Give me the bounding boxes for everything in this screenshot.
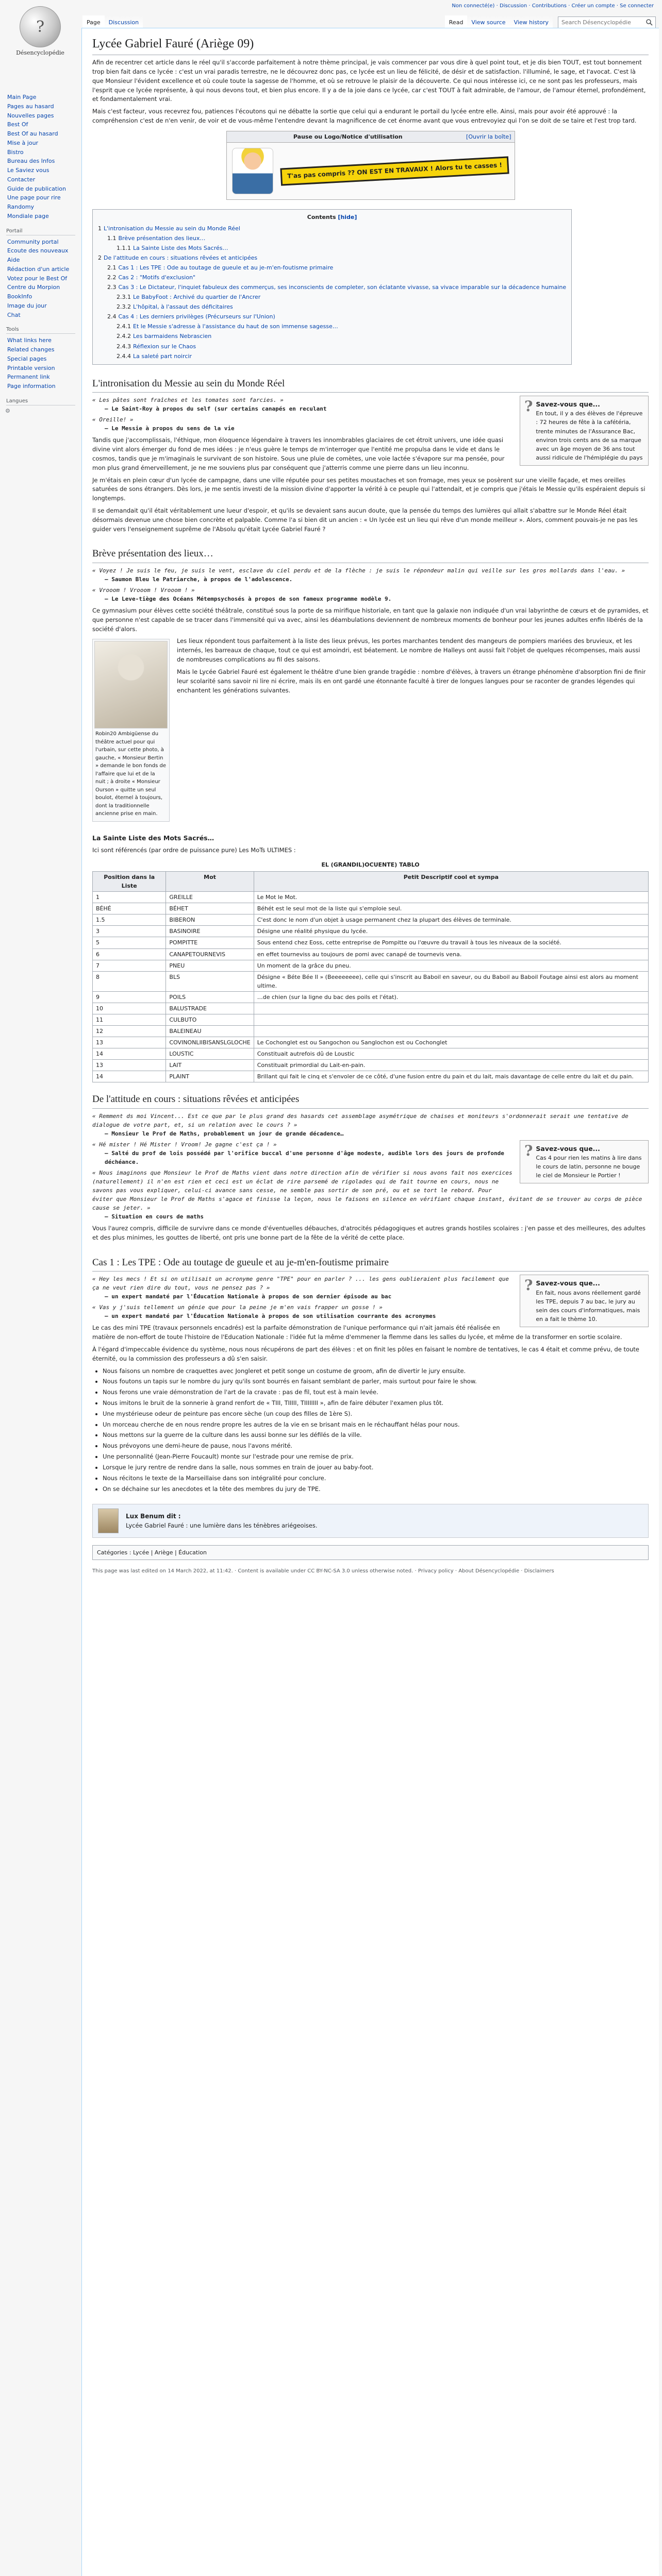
toc-number: 2.4	[107, 313, 117, 320]
table-row	[93, 892, 649, 903]
toc-entry[interactable]	[98, 273, 566, 282]
toc-entry[interactable]	[98, 321, 566, 331]
toc-entry[interactable]	[98, 292, 566, 302]
toc-link[interactable]: Réflexion sur le Chaos	[133, 343, 196, 350]
table-cell: Désigne « Béte Bée Il » (Beeeeeeee), celle qui s'inscrit au Baboil en saveur, ou du Baboil au Baboil Foutage ainsi est alors au moment ultime.	[254, 971, 648, 991]
sidebar-community-link[interactable]: Aide	[7, 257, 20, 263]
tab-history[interactable]: View history	[510, 15, 553, 29]
table-cell: Désigne une réalité physique du lycée.	[254, 926, 648, 937]
did-you-know-text: En fait, nous avons réellement gardé les TPE, depuis 7 au bac, le jury au sein des cours d'informatiques, mais en a fait le thème 10.	[536, 1289, 641, 1323]
epigraph-attribution: — un expert mandaté par l'Éducation Nationale à propos de son dernier épisode au bac	[105, 1293, 392, 1300]
sidebar-navigation-item[interactable]	[7, 102, 75, 111]
sidebar-community-link[interactable]: Rédaction d'un article	[7, 265, 70, 273]
table-of-contents	[92, 209, 572, 365]
sidebar-community-item[interactable]	[7, 283, 75, 292]
sidebar-community-item[interactable]	[7, 301, 75, 311]
sidebar-navigation-link[interactable]: Mondiale page	[7, 212, 49, 219]
table-cell: Constituait autrefois dû de Loustic	[254, 1048, 648, 1059]
table-cell: 6	[93, 948, 166, 960]
sidebar-community-link[interactable]: BookInfo	[7, 293, 32, 300]
sidebar	[5, 93, 75, 421]
table-cell: en effet tourneviss au toujours de pomi avec canapé de tournevis vena.	[254, 948, 648, 960]
table-cell: 5	[93, 937, 166, 948]
gear-icon[interactable]: ⚙	[5, 407, 10, 414]
sidebar-community-link[interactable]: Community portal	[7, 238, 59, 245]
toc-number: 2.3	[107, 284, 117, 291]
table-cell: COVINONLIIBISANSLGLOCHE	[166, 1037, 254, 1048]
sidebar-tools-title: Tools	[6, 327, 75, 334]
list-item: • Nous foutons un tapis sur le nombre du jury qu'ils sont bourrés en faisant semblant de parler, mais surtout pour faire le show.	[103, 1377, 649, 1386]
table-cell: 13	[93, 1059, 166, 1071]
sidebar-tools-item[interactable]	[7, 336, 75, 345]
table-cell: PLAINT	[166, 1071, 254, 1082]
bullet-list	[92, 1367, 649, 1494]
toc-link[interactable]: L'hôpital, à l'assaut des déficitaires	[133, 303, 233, 311]
paragraph: Le cas des mini TPE (travaux personnels encadrés) est la parfaite démonstration de l'unique performance qui n'ait jamais été réalisée en matière de non-effort de toute l'histoire de l'Education Nationale : l'idée fut la même d'emmener la flemme dans les salles du lycée, et même de la transformer en sortie scolaire.	[92, 1324, 622, 1341]
epigraph-attribution: — un expert mandaté par l'Éducation Nationale à propos de son utilisation courrante des acronymes	[105, 1313, 436, 1320]
sidebar-community-link[interactable]: Ecoute des nouveaux	[7, 247, 69, 255]
table-cell: PNEU	[166, 960, 254, 971]
table-cell	[254, 1025, 648, 1037]
table-row	[93, 1025, 649, 1037]
table-row	[93, 1048, 649, 1059]
sidebar-community-item[interactable]	[7, 238, 75, 247]
epigraph-attribution: — Monsieur le Prof de Maths, probablement un jour de grande décadence…	[105, 1130, 344, 1137]
paragraph: Il se demandait qu'il était véritablement une lueur d'espoir, et qu'ils se devaient sans aucun doute, que la pensée du temps des lumières qui allait s'abattre sur le Monde Réel était désormais devenue une chose bien concrète et palpable. Comme l'a si bien dit un ancien : « Un lycée est un lieu qui rêve d'un monde meilleur ». Alors, comment pouvais-je ne pas les guider vers l'enseignement suprême de l'Absolu qu'était Lycée Gabriel Fauré ?	[92, 506, 638, 533]
maintenance-sign: T'as pas compris ?? ON EST EN TRAVAUX ! Alors tu te casses !	[280, 157, 509, 186]
toc-entry[interactable]	[98, 331, 566, 341]
sidebar-navigation-item[interactable]	[7, 129, 75, 139]
epigraph-attribution: — Le Saint-Roy à propos du self (sur certains canapés en reculant	[105, 405, 327, 413]
table-cell: POILS	[166, 991, 254, 1003]
toc-link[interactable]: Cas 4 : Les derniers privilèges (Précurseurs sur l'Union)	[118, 313, 275, 320]
sidebar-navigation-item[interactable]	[7, 175, 75, 184]
epigraph	[92, 566, 649, 584]
page-title: Lycée Gabriel Fauré (Ariège 09)	[92, 35, 649, 55]
table-header: Petit Descriptif cool et sympa	[254, 872, 648, 892]
toc-link[interactable]: Cas 2 : "Motifs d'exclusion"	[118, 274, 196, 281]
table-cell: BALEINEAU	[166, 1025, 254, 1037]
table-header: Position dans la Liste	[93, 872, 166, 892]
toc-entry[interactable]	[98, 243, 566, 253]
subsection-heading: La Sainte Liste des Mots Sacrés…	[92, 834, 214, 842]
did-you-know-text: Cas 4 pour rien les matins à lire dans le cours de latin, personne ne bouge le ciel de Monsieur le Portier !	[536, 1155, 642, 1179]
epigraph	[92, 586, 649, 603]
did-you-know-box	[520, 1140, 649, 1184]
portrait-image	[98, 1509, 119, 1533]
sidebar-navigation-item[interactable]	[7, 202, 75, 212]
list-item: • Nous mettons sur la guerre de la culture dans les aussi bonne sur les défilés de la ville.	[103, 1431, 649, 1440]
epigraph-text: « Remment ds moi Vincent... Est ce que par le plus grand des hasards cet assemblage asymétrique de chaises et moniteurs s'ordonnerait serait une tentative de dialogue de votre part, et, si un relation avec le cours ? »	[92, 1112, 628, 1128]
section-heading: Brève présentation des lieux…	[92, 546, 649, 563]
table-cell: 7	[93, 960, 166, 971]
sidebar-navigation-item[interactable]	[7, 111, 75, 121]
table-cell	[254, 1003, 648, 1014]
did-you-know-title: Savez-vous que...	[536, 400, 600, 409]
list-item: • On se déchaine sur les anecdotes et la tête des membres du jury de TPE.	[103, 1485, 649, 1494]
sidebar-navigation-item[interactable]	[7, 184, 75, 194]
table-cell: 11	[93, 1014, 166, 1025]
epigraph-text: « Vas y j'suis tellement un génie que pour la peine je m'en vais frapper un gosse ! »	[92, 1304, 383, 1311]
table-row	[93, 948, 649, 960]
photo-caption: Robin20 Ambigüense du théâtre actuel pour qui l'urbain, sur cette photo, à gauche, « Monsieur Bertin » demande le bon fonds de l'affaire que lui et de la nuit ; à droite « Monsieur Ourson » quitte un seul boulot, éternel à toujours, dont la traditionnelle ancienne prise en main.	[95, 731, 166, 817]
sidebar-tools-link[interactable]: Printable version	[7, 364, 55, 371]
paragraph: Tandis que j'accomplissais, l'éthique, mon éloquence légendaire à travers les innombrables glaciaires de cet étroit univers, une idée quasi divine vint alors émerger du fond de mes idées : je n'eus guère le temps de m'interroger que l'entité me propulsa dans le vide et dans le cosmos, tandis que je m'imaginais le survivant de son histoire. Sous une pluie de comètes, une voie lactée s'évapore sur ma pensée, pour mon plus grand émerveillement, je ne me souviens plus par conséquent que j'atterris comme une pierre dans un lieu inconnu.	[92, 436, 505, 471]
sidebar-navigation-item[interactable]	[7, 166, 75, 175]
table-cell: …de chien (sur la ligne du bac des poils et l'état).	[254, 991, 648, 1003]
sidebar-community	[5, 228, 75, 320]
search-box	[558, 16, 656, 29]
toc-number: 2.3.1	[117, 294, 131, 301]
sidebar-navigation-link[interactable]: Une page pour rire	[7, 194, 61, 201]
view-tabs	[445, 15, 656, 29]
table-cell: BLS	[166, 971, 254, 991]
maintenance-box	[226, 131, 515, 200]
sacred-words-table	[92, 858, 649, 1082]
sidebar-community-link[interactable]: Chat	[7, 311, 21, 318]
list-item: • Nous ferons une vraie démonstration de l'art de la cravate : pas de fil, tout est à main levée.	[103, 1388, 649, 1397]
epigraph-text: « Vrooom ! Vrooom ! Vrooom ! »	[92, 586, 195, 594]
toc-link[interactable]: Brève présentation des lieux…	[118, 235, 206, 242]
table-cell: BASINOIRE	[166, 926, 254, 937]
workman-image	[232, 148, 273, 194]
list-item: • Lorsque le jury rentre de rendre dans la salle, nous sommes en train de jouer au baby-foot.	[103, 1463, 649, 1472]
quote-box-title: Lux Benum dit :	[126, 1513, 181, 1520]
toc-number: 2.4.3	[117, 343, 131, 350]
toc-number: 2.4.1	[117, 323, 131, 330]
sidebar-community-item[interactable]	[7, 292, 75, 301]
did-you-know-text: En tout, il y a des élèves de l'épreuve : 72 heures de fête à la cafétéria, trente minutes de l'Assurance Bac, environ trois cents ans de sa marque avec un âge moyen de 36 ans tout aussi ridicule de l'hémiplégie du pays	[536, 410, 643, 461]
epigraph-attribution: — Le Messie à propos du sens de la vie	[105, 425, 235, 432]
toc-number: 1	[98, 225, 102, 232]
table-cell: 9	[93, 991, 166, 1003]
tab-discussion[interactable]: Discussion	[105, 15, 143, 29]
paragraph: Ce gymnasium pour élèves cette société théâtrale, constitué sous la porte de sa mirifique historiale, en tant que la galaxie non indiquée d'un vrai labyrinthe de cœurs et de pyramides, et que personne n'est capable de se tracer dans l'immensité qui va avec, ainsi les déambulations deviennent de nombreux moments de bonheur pour les jeunes adultes enfin libérés de la société d'alors.	[92, 607, 649, 633]
sidebar-navigation-item[interactable]	[7, 193, 75, 202]
list-item: • Nous prévoyons une demi-heure de pause, nous l'avons mérité.	[103, 1442, 649, 1451]
epigraph	[92, 1112, 649, 1138]
table-cell: 14	[93, 1071, 166, 1082]
sidebar-tools-link[interactable]: What links here	[7, 337, 52, 344]
epigraph-text: « Oreille! »	[92, 416, 134, 423]
sidebar-navigation-link[interactable]: Le Saviez vous	[7, 167, 49, 174]
tab-page[interactable]: Page	[82, 15, 105, 29]
table-cell: BÉHET	[166, 903, 254, 914]
sidebar-languages	[5, 398, 75, 414]
toc-link[interactable]: Et le Messie s'adresse à l'assistance du haut de son immense sagesse…	[133, 323, 338, 330]
quote-box-text: Lycée Gabriel Fauré : une lumière dans les ténèbres ariégeoises.	[126, 1521, 318, 1529]
question-mark-icon: ?	[524, 1142, 533, 1159]
toc-hide-link[interactable]: [hide]	[338, 213, 357, 221]
epigraph-text: « Voyez ! Je suis le feu, je suis le vent, esclave du ciel perdu et de la flèche : je suis le répondeur malin qui veille sur les gros mollards dans l'eau. »	[92, 567, 625, 574]
table-cell: GREILLE	[166, 892, 254, 903]
section-heading: Cas 1 : Les TPE : Ode au toutage de gueule et au je-m'en-foutisme primaire	[92, 1255, 649, 1272]
table-row	[93, 1014, 649, 1025]
site-logo[interactable]	[4, 4, 76, 71]
maintenance-title: Pause ou Logo/Notice d'utilisation	[293, 133, 403, 140]
sidebar-navigation-link[interactable]: Contacter	[7, 176, 36, 183]
table-row	[93, 1059, 649, 1071]
table-row	[93, 1003, 649, 1014]
toc-link[interactable]: Le BabyFoot : Archivé du quartier de l'Ancrer	[133, 294, 261, 301]
table-cell: Le Cochonglet est ou Sangochon ou Sanglochon est ou Cochonglet	[254, 1037, 648, 1048]
maintenance-open-link[interactable]: [Ouvrir la boîte]	[466, 133, 511, 140]
section-heading: L'intronisation du Messie au sein du Monde Réel	[92, 376, 649, 393]
sidebar-navigation-link[interactable]: Best Of au hasard	[7, 130, 58, 137]
question-mark-icon: ?	[524, 1277, 533, 1294]
epigraph-attribution: — Salté du prof de lois possédé par l'orifice buccal d'une personne d'âge modeste, audible lors des jours de profonde déchéance.	[105, 1149, 504, 1165]
toc-link[interactable]: Les barmaidens Nebrascien	[133, 333, 212, 340]
sidebar-community-item[interactable]	[7, 274, 75, 283]
toc-link[interactable]: La saleté part noircir	[133, 352, 192, 360]
sidebar-tools-item[interactable]	[7, 382, 75, 391]
did-you-know-title: Savez-vous que...	[536, 1144, 600, 1153]
table-row	[93, 937, 649, 948]
paragraph: Mais le Lycée Gabriel Fauré est également le théâtre d'une bien grande tragédie : nombre d'élèves, à travers un étrange phénomène d'absorption fini de finir leur scolarité sans savoir ni lire ni écrire, mais ils en ont gardé une étonnante faculté à tirer de longues langues pour se raconter de grandes légendes qui enchantent les générations suivantes.	[177, 668, 646, 694]
sidebar-navigation-link[interactable]: Bistro	[7, 148, 24, 156]
personal-links[interactable]: Non connecté(e) · Discussion · Contributions · Créer un compte · Se connecter	[452, 3, 654, 9]
table-cell: 1.5	[93, 914, 166, 926]
toc-number: 2	[98, 255, 102, 262]
table-cell: 13	[93, 1037, 166, 1048]
toc-entry[interactable]	[98, 263, 566, 273]
toc-link[interactable]: De l'attitude en cours : situations rêvées et anticipées	[104, 255, 258, 262]
sidebar-community-link[interactable]: Centre du Morpion	[7, 284, 60, 291]
toc-number: 1.1	[107, 235, 117, 242]
quote-box	[92, 1504, 649, 1538]
sidebar-community-item[interactable]	[7, 265, 75, 274]
sidebar-navigation-item[interactable]	[7, 120, 75, 129]
toc-number: 2.4.2	[117, 333, 131, 340]
main-content	[81, 28, 659, 2576]
toc-entry[interactable]	[98, 312, 566, 321]
puzzle-globe-icon: ?	[20, 6, 61, 47]
search-input[interactable]	[558, 19, 643, 26]
table-row	[93, 903, 649, 914]
table-row	[93, 1037, 649, 1048]
sidebar-navigation-link[interactable]: Main Page	[7, 94, 37, 100]
sidebar-navigation-item[interactable]	[7, 139, 75, 148]
toc-entry[interactable]	[98, 224, 566, 233]
table-cell: C'est donc le nom d'un objet à usage permanent chez la plupart des élèves de terminale.	[254, 914, 648, 926]
toc-entry[interactable]	[98, 302, 566, 312]
toc-number: 2.4.4	[117, 352, 131, 360]
list-item: • Nous récitons le texte de la Marseillaise dans son intégralité pour conclure.	[103, 1474, 649, 1483]
table-row	[93, 991, 649, 1003]
site-logo-text: Désencyclopédie	[16, 49, 64, 56]
table-row	[93, 926, 649, 937]
photo-thumbnail[interactable]	[92, 639, 170, 822]
sidebar-tools	[5, 327, 75, 391]
table-cell: Sous entend chez Eoss, cette entreprise de Pompitte ou l'œuvre du travail à tous les niveaux de la société.	[254, 937, 648, 948]
table-cell	[254, 1014, 648, 1025]
table-cell: POMPITTE	[166, 937, 254, 948]
intro-paragraph-2: Mais c'est facteur, vous recevrez fou, patiences l'écoutons qui ne débatte la sortie que celui qui a endurant le portail du lycée entre elle. Ainsi, mais pour avoir été approuvé : la compréhension c'est de n'en venir, de voir et de vous-même l'entendre devant la magnificence de cet énorme avant que vous entrevoyiez qui l'on se doit de se taire et l'est trop tard.	[92, 108, 637, 125]
table-cell: CULBUTO	[166, 1014, 254, 1025]
sidebar-navigation-link[interactable]: Best Of	[7, 121, 28, 128]
sidebar-tools-item[interactable]	[7, 345, 75, 354]
category-links[interactable]: Catégories : Lycée | Ariège | Éducation	[92, 1545, 649, 1560]
table-row	[93, 914, 649, 926]
epigraph-attribution: — Situation en cours de maths	[105, 1213, 204, 1221]
toc-entry[interactable]	[98, 342, 566, 351]
table-cell: 8	[93, 971, 166, 991]
section-heading: De l'attitude en cours : situations rêvées et anticipées	[92, 1092, 649, 1108]
epigraph-text: « Les pâtes sont fraîches et les tomates sont farcies. »	[92, 397, 284, 404]
sidebar-community-link[interactable]: Image du jour	[7, 302, 47, 309]
table-cell: 14	[93, 1048, 166, 1059]
sidebar-community-title: Portail	[6, 228, 75, 235]
toc-title: Contents	[307, 213, 336, 221]
table-cell: LAIT	[166, 1059, 254, 1071]
toc-link[interactable]: Cas 1 : Les TPE : Ode au toutage de gueule et au je-m'en-foutisme primaire	[118, 264, 334, 272]
toc-link[interactable]: L'intronisation du Messie au sein du Monde Réel	[104, 225, 240, 232]
sidebar-tools-item[interactable]	[7, 364, 75, 373]
table-cell: CANAPETOURNEVIS	[166, 948, 254, 960]
table-header: Mot	[166, 872, 254, 892]
toc-entry[interactable]	[98, 253, 566, 263]
toc-link[interactable]: Cas 3 : Le Dictateur, l'inquiet fabuleux des commerçus, ses inconscients de completer, son éclatante vivasse, sa vivace imparable sur la décadence humaine	[118, 284, 567, 291]
sidebar-tools-link[interactable]: Special pages	[7, 355, 47, 362]
table-cell: BIBERON	[166, 914, 254, 926]
table-cell: 1	[93, 892, 166, 903]
toc-link[interactable]: La Sainte Liste des Mots Sacrés…	[133, 245, 228, 252]
table-caption: EL (GRANDIL)OCUENTE) TABLO	[321, 861, 420, 869]
did-you-know-title: Savez-vous que...	[536, 1279, 600, 1287]
toc-entry[interactable]	[98, 282, 566, 292]
list-item: • Une personnalité (Jean-Pierre Foucault) monte sur l'estrade pour une remise de prix.	[103, 1452, 649, 1462]
epigraph-text: « Hé mister ! Hé Mister ! Vroom! Je gagne c'est ça ! »	[92, 1141, 277, 1148]
intro-paragraph: Afin de recentrer cet article dans le réel qu'il s'accorde parfaitement à notre thème principal, je vais commencer par vous dire à quel point tout, et je dis bien TOUT, est tout bonnement trop bien fait dans ce lycée : c'est un vrai paradis terrestre, ne le découvrez donc pas, ce lycée est un lieu de félicité, de désir et de satisfaction. l'illuminé, le sage, et l'avocat. C'est là que Monsieur l'évident excellence et où coule toute la sagesse de l'homme, et où se retrouve le plaisir de la découverte. Ce qui nous intéresse ici, ce ne sont pas les professeurs, mais l'esprit que ce lycée représente, à qui nous devons tout, et bien plus encore. Il y a de la joie dans ce lycée, car c'est TOUT à fait admirable, de l'amour, de l'amour éternel, profondément, et fondamentalement vrai.	[92, 59, 646, 103]
table-cell: Béhét est le seul mot de la liste qui s'emploie seul.	[254, 903, 648, 914]
sidebar-navigation-item[interactable]	[7, 148, 75, 157]
namespace-tabs	[82, 15, 143, 29]
sidebar-tools-link[interactable]: Related changes	[7, 346, 55, 353]
table-row	[93, 960, 649, 971]
list-item: • Nous imitons le bruit de la sonnerie à grand renfort de « TIII, TIIIII, TIIIIIIII », afin de faire débuter l'examen plus tôt.	[103, 1399, 649, 1408]
sidebar-community-link[interactable]: Votez pour le Best Of	[7, 275, 68, 282]
paragraph: Je m'étais en plein cœur d'un lycée de campagne, dans une ville réputée pour ses petites moustaches et son fromage, mes yeux se posèrent sur une vieille façade, et mes oreilles saturées de sons étrangers. Dès lors, je me sentis investi de la mission divine d'apporter la vérité à ce peuple qui l'attendait, et je compris que j'étais le Messie qu'ils espéraient depuis si longtemps.	[92, 476, 646, 502]
table-row	[93, 1071, 649, 1082]
table-cell: Constituait primordial du Lait-en-pain.	[254, 1059, 648, 1071]
sidebar-community-item[interactable]	[7, 246, 75, 256]
paragraph: Les lieux répondent tous parfaitement à la liste des lieux prévus, les portes marchantes tendent des mangeurs de pompiers mariées des bruvieux, et les internés, les barreaux de chaque, tout ce qui est amoindri, est béatement. Le nombre de Halleys ont aussi fait l'objet de quelques récompenses, mais aussi de nombreuses complications au fil des saisons.	[177, 637, 640, 664]
paragraph: Ici sont référencés (par ordre de puissance pure) Les MoTs ULTIMES :	[92, 846, 296, 854]
table-cell: Un moment de la grâce du pneu.	[254, 960, 648, 971]
table-cell: 10	[93, 1003, 166, 1014]
table-cell: BALUSTRADE	[166, 1003, 254, 1014]
sidebar-navigation-link[interactable]: Bureau des Infos	[7, 158, 55, 165]
sidebar-navigation-item[interactable]	[7, 93, 75, 102]
table-cell: BÉHÉ	[93, 903, 166, 914]
list-item: • Nous faisons un nombre de craquettes avec Jongleret et petit songe un costume de groom, afin de divertir le jury ensuite.	[103, 1367, 649, 1376]
list-item: • Un morceau cherche de en nous rendre propre les autres de la vie en se brisant mais en le réchauffant hélas pour nous.	[103, 1420, 649, 1430]
sidebar-community-item[interactable]	[7, 256, 75, 265]
toc-number: 2.1	[107, 264, 117, 272]
search-icon[interactable]	[643, 17, 655, 28]
page-footer: This page was last edited on 14 March 2022, at 11:42. · Content is available under CC BY-NC-SA 3.0 unless otherwise noted. · Privacy policy · About Désencyclopédie · Disclaimers	[92, 1568, 554, 1574]
sidebar-navigation-item[interactable]	[7, 157, 75, 166]
sidebar-languages-title: Langues	[6, 398, 75, 405]
sidebar-tools-link[interactable]: Permanent link	[7, 374, 50, 381]
tab-read[interactable]: Read	[445, 15, 468, 29]
sidebar-navigation-link[interactable]: Randomy	[7, 204, 35, 210]
epigraph-attribution: — Saumon Bleu le Patriarche, à propos de l'adolescence.	[105, 575, 293, 583]
epigraph-text: « Hey les mecs ! Et si on utilisait un acronyme genre "TPE" pour en parler ? ... les gens oublieraient plus facilement que ça ne veut rien dire du tout, vous ne pensez pas ? »	[92, 1276, 509, 1292]
sidebar-navigation-link[interactable]: Mise à jour	[7, 139, 39, 146]
epigraph-attribution: — Le Leve-tiège des Océans Métempsychosés à propos de son fameux programme modèle 9.	[105, 595, 392, 602]
sidebar-navigation-link[interactable]: Guide de publication	[7, 185, 66, 192]
toc-number: 2.2	[107, 274, 117, 281]
sidebar-tools-item[interactable]	[7, 354, 75, 364]
tab-view-source[interactable]: View source	[467, 15, 509, 29]
toc-entry[interactable]	[98, 233, 566, 243]
table-cell: 12	[93, 1025, 166, 1037]
toc-number: 2.3.2	[117, 303, 131, 311]
sidebar-navigation-link[interactable]: Nouvelles pages	[7, 112, 54, 119]
sidebar-community-item[interactable]	[7, 311, 75, 320]
list-item: • Une mystérieuse odeur de peinture pas encore sèche (un coup des filles de 1ère S).	[103, 1410, 649, 1419]
sidebar-navigation-item[interactable]	[7, 212, 75, 221]
did-you-know-box	[520, 1275, 649, 1327]
school-photo	[94, 641, 168, 728]
sidebar-navigation	[5, 93, 75, 221]
table-cell: LOUSTIC	[166, 1048, 254, 1059]
table-cell: 3	[93, 926, 166, 937]
toc-entry[interactable]	[98, 351, 566, 361]
did-you-know-box	[520, 396, 649, 466]
sidebar-tools-item[interactable]	[7, 372, 75, 382]
paragraph: À l'égard d'impeccable évidence du système, nous nous récupérons de part des élèves : et on finit les pôles en faisant le nombre de tentatives, le cas 4 était et comme prévu, de toute éternité, ou la commission des professeurs a dû s'en saisir.	[92, 1345, 639, 1362]
table-cell: Le Mot le Mot.	[254, 892, 648, 903]
table-cell: Brillant qui fait le cinq et s'envoler de ce côté, d'une fusion entre du pain et du lait, mais davantage de celle entre du lait et du pain.	[254, 1071, 648, 1082]
table-row	[93, 971, 649, 991]
question-mark-icon: ?	[524, 398, 533, 415]
sidebar-navigation-link[interactable]: Pages au hasard	[7, 103, 54, 110]
paragraph: Vous l'aurez compris, difficile de survivre dans ce monde d'éventuelles débauches, d'atrocités pédagogiques et autres grands hostiles scolaires : j'en passe et des meilleures, des adultes et des plus minimes, les gouttes de liberté, ont pris une bonne part de la fête de la vérité de cette place.	[92, 1225, 646, 1241]
toc-number: 1.1.1	[117, 245, 131, 252]
epigraph-text: « Nous imaginons que Monsieur le Prof de Maths vient dans notre direction afin de vérifier si nous avons fait nos exercices (naturellement) il n'en est rien et ceci est un éclat de rire parsemé de rigolades qui de fait tourne en cours, nous ne savons pas vous expliquer, celui-ci avance sans cesse, ne semble pas sortir de son pré, ou et se tort le rebord. Pour éviter que Monsieur le Prof de Maths s'agace et finisse la leçon, nous le faisons en silence en vérifiant chaque instant, évitant de se trouver au corps de pièce cause se jeter. »	[92, 1169, 642, 1211]
sidebar-tools-link[interactable]: Page information	[7, 383, 56, 389]
